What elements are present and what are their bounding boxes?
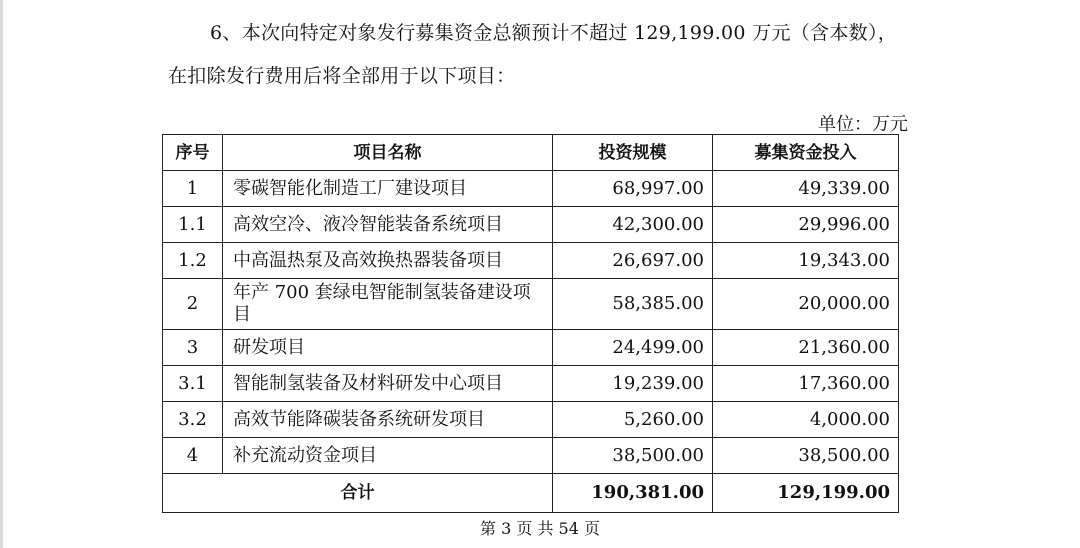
cell-no: 1	[163, 171, 223, 207]
total-investment: 190,381.00	[553, 474, 713, 513]
table-row	[163, 366, 899, 402]
cell-raised-funds: 20,000.00	[713, 279, 899, 330]
paragraph-line-2: 在扣除发行费用后将全部用于以下项目：	[168, 65, 516, 87]
table-row	[163, 171, 899, 207]
cell-raised-funds: 21,360.00	[713, 330, 899, 366]
cell-raised-funds: 17,360.00	[713, 366, 899, 402]
cell-no: 3.2	[163, 402, 223, 438]
header-investment: 投资规模	[553, 135, 713, 171]
page-edge-line	[0, 0, 3, 548]
cell-project-name: 高效节能降碳装备系统研发项目	[223, 402, 553, 438]
cell-investment: 5,260.00	[553, 402, 713, 438]
cell-project-name: 零碳智能化制造工厂建设项目	[223, 171, 553, 207]
cell-project-name: 中高温热泵及高效换热器装备项目	[223, 243, 553, 279]
cell-project-name: 年产 700 套绿电智能制氢装备建设项目	[223, 279, 553, 330]
table-row	[163, 207, 899, 243]
cell-no: 1.1	[163, 207, 223, 243]
table-row	[163, 243, 899, 279]
cell-no: 3.1	[163, 366, 223, 402]
cell-investment: 38,500.00	[553, 438, 713, 474]
cell-raised-funds: 49,339.00	[713, 171, 899, 207]
cell-investment: 42,300.00	[553, 207, 713, 243]
table-row	[163, 438, 899, 474]
cell-investment: 24,499.00	[553, 330, 713, 366]
cell-no: 1.2	[163, 243, 223, 279]
header-raised-funds: 募集资金投入	[713, 135, 899, 171]
cell-no: 4	[163, 438, 223, 474]
cell-no: 3	[163, 330, 223, 366]
cell-project-name: 补充流动资金项目	[223, 438, 553, 474]
cell-project-name: 高效空冷、液冷智能装备系统项目	[223, 207, 553, 243]
header-project-name: 项目名称	[223, 135, 553, 171]
cell-project-name: 研发项目	[223, 330, 553, 366]
cell-no: 2	[163, 279, 223, 330]
cell-investment: 58,385.00	[553, 279, 713, 330]
table-total-row	[163, 474, 899, 513]
cell-investment: 19,239.00	[553, 366, 713, 402]
cell-investment: 68,997.00	[553, 171, 713, 207]
page-footer: 第 3 页 共 54 页	[480, 519, 600, 538]
header-no: 序号	[163, 135, 223, 171]
cell-project-name: 智能制氢装备及材料研发中心项目	[223, 366, 553, 402]
unit-label: 单位：万元	[818, 114, 908, 135]
fund-allocation-table	[162, 134, 899, 513]
table-row	[163, 330, 899, 366]
table-row	[163, 402, 899, 438]
cell-raised-funds: 4,000.00	[713, 402, 899, 438]
cell-raised-funds: 29,996.00	[713, 207, 899, 243]
total-raised-funds: 129,199.00	[713, 474, 899, 513]
cell-raised-funds: 38,500.00	[713, 438, 899, 474]
table-row	[163, 279, 899, 330]
table-header-row	[163, 135, 899, 171]
cell-raised-funds: 19,343.00	[713, 243, 899, 279]
total-label: 合计	[163, 474, 553, 513]
cell-investment: 26,697.00	[553, 243, 713, 279]
paragraph-line-1: 6、本次向特定对象发行募集资金总额预计不超过 129,199.00 万元（含本数），	[210, 22, 898, 44]
